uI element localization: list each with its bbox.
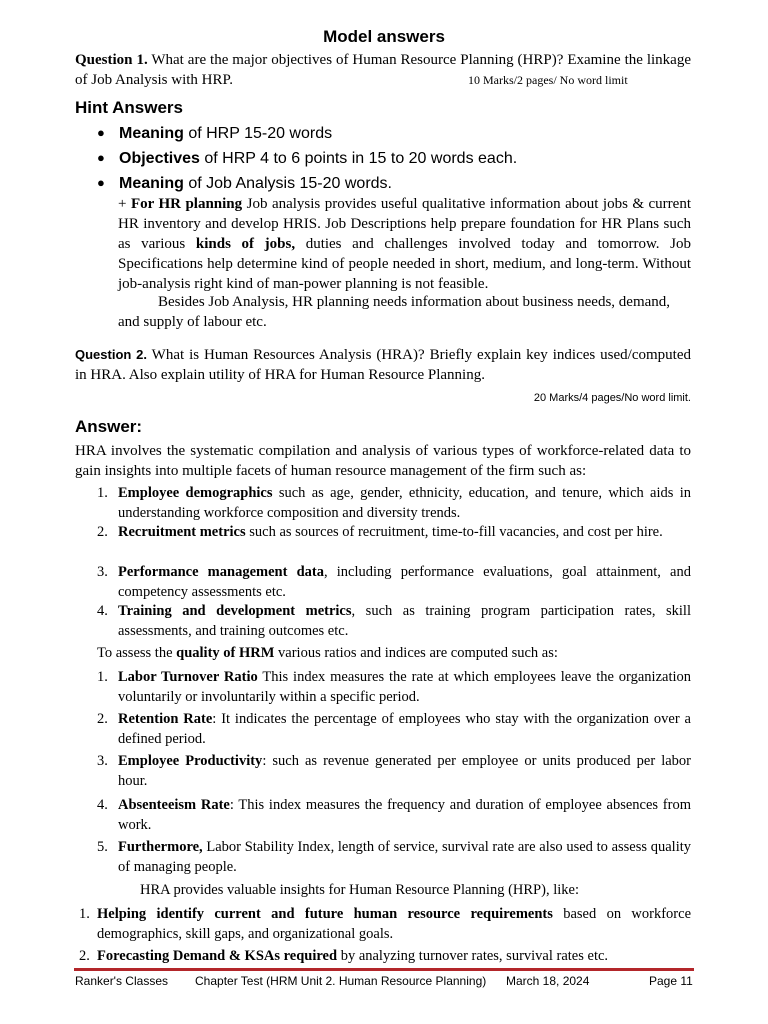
list-number: 1. [97,485,108,501]
footer-page-number: Page 11 [649,974,693,988]
list-item-text: Labor Stability Index, length of service, survival rate are also used to assess quality of managing people. [118,839,691,875]
list-item [118,837,691,877]
list-item [97,904,691,944]
hint-item [97,121,332,146]
list-item [118,795,691,835]
bullet-icon: ● [97,125,105,140]
list-item-bold: Employee Productivity [118,753,263,769]
list-item-bold: Labor Turnover Ratio [118,669,258,685]
hint-item-bold: Meaning [119,125,184,142]
list-item-text: by analyzing turnover rates, survival rates etc. [337,948,609,964]
list-item [118,751,691,791]
hint-item-text: of HRP 4 to 6 points in 15 to 20 words each. [199,150,518,167]
hrp-intro: HRA provides valuable insights for Human Resource Planning (HRP), like: [140,882,579,898]
list-number: 4. [97,797,108,813]
question-1-text: What are the major objectives of Human Resource Planning (HRP)? Examine the linkage of Job Analysis with HRP. [75,52,691,88]
list-item-bold: Employee demographics [118,485,273,501]
list-item-text: such as age, gender, ethnicity, education, and tenure, which aids in understanding workforce composition and diversity trends. [118,485,691,521]
list-number: 3. [97,564,108,580]
bullet-icon: ● [97,175,105,190]
list-item-bold: Absenteeism Rate [118,797,230,813]
list-item [118,522,691,542]
list-number: 2. [97,711,108,727]
bold-phrase: For HR planning [130,196,243,212]
question-1-label: Question 1. [75,52,148,68]
hint-item-bold: Meaning [119,175,184,192]
list-number: 3. [97,753,108,769]
list-number: 5. [97,839,108,855]
hint-item [97,171,392,196]
list-item-bold: Furthermore, [118,839,203,855]
list-number: 2. [97,524,108,540]
question-2 [75,345,691,385]
footer-chapter: Chapter Test (HRM Unit 2. Human Resource Planning) [195,974,487,988]
besides-paragraph: Besides Job Analysis, HR planning needs information about business needs, demand, and supply of labour etc. [118,294,671,330]
list-item-text: such as sources of recruitment, time-to-fill vacancies, and cost per hire. [245,524,663,540]
list-item [118,667,691,707]
list-item-text: : It indicates the percentage of employees who stay with the organization over a defined period. [118,711,691,747]
list-item-bold: Helping identify current and future human resource requirements [97,906,553,922]
hint-item [97,146,517,171]
list-item-bold: Forecasting Demand & KSAs required [97,948,338,964]
list-item-text: : This index measures the frequency and duration of employee absences from work. [118,797,691,833]
answer-intro: HRA involves the systematic compilation and analysis of various types of workforce-related data to gain insights into multiple facets of human resource management of the firm such as: [75,443,691,479]
hint-item-text: of HRP 15-20 words [183,125,333,142]
assess-prefix: To assess the [97,645,177,661]
bold-phrase: kinds of jobs, [195,236,296,252]
footer-rule [74,968,694,971]
bullet-icon: ● [97,150,105,165]
hint-item-text: of Job Analysis 15-20 words. [183,175,392,192]
list-number: 1. [79,906,90,922]
list-item-text: , such as training program participation rates, skill assessments, and training outcomes etc. [118,603,691,639]
list-item [118,709,691,749]
assess-suffix: various ratios and indices are computed such as: [274,645,558,661]
list-item-text: based on workforce demographics, skill gaps, and organizational goals. [97,906,692,942]
list-item-bold: Training and development metrics [118,603,352,619]
question-2-marks: 20 Marks/4 pages/No word limit. [533,392,691,404]
list-item-text: , including performance evaluations, goal attainment, and competency assessments etc. [118,564,691,600]
paragraph-text: Job analysis provides useful qualitative information about jobs & current HR inventory and develop HRIS. Job Descriptions help prepare foundation for HR Plans such as various [118,196,691,252]
question-1-marks: 10 Marks/2 pages/ No word limit [468,73,628,87]
answer-heading: Answer: [75,417,143,436]
question-2-text: What is Human Resources Analysis (HRA)? Briefly explain key indices used/computed in HRA. Also explain utility of HRA for Human Resource Planning. [75,347,691,383]
list-item [118,562,691,602]
list-number: 4. [97,603,108,619]
list-item [97,946,691,966]
footer-brand: Ranker's Classes [75,974,168,988]
plus-prefix: + [118,196,131,212]
list-item-text: : such as revenue generated per employee or units produced per labor hour. [118,753,691,789]
hint-item-bold: Objectives [119,150,200,167]
list-item [118,483,691,523]
hint-heading: Hint Answers [75,98,184,117]
hr-planning-paragraph [118,194,691,294]
assess-bold: quality of HRM [176,645,275,661]
list-number: 2. [79,948,90,964]
list-item-text: This index measures the rate at which employees leave the organization voluntarily or involuntarily within a specific period. [118,669,691,705]
list-item-bold: Performance management data [118,564,324,580]
page-title: Model answers [323,27,445,46]
list-item [118,601,691,641]
question-2-label: Question 2. [75,347,147,362]
footer-date: March 18, 2024 [506,974,590,988]
paragraph-text: duties and challenges involved today and tomorrow. Job Specifications help determine kind of people needed in short, medium, and long-term. Without job-analysis right kind of man-power planning is not feasible. [118,236,692,292]
list-item-bold: Recruitment metrics [118,524,246,540]
assess-line [97,643,691,663]
list-item-bold: Retention Rate [118,711,213,727]
list-number: 1. [97,669,108,685]
